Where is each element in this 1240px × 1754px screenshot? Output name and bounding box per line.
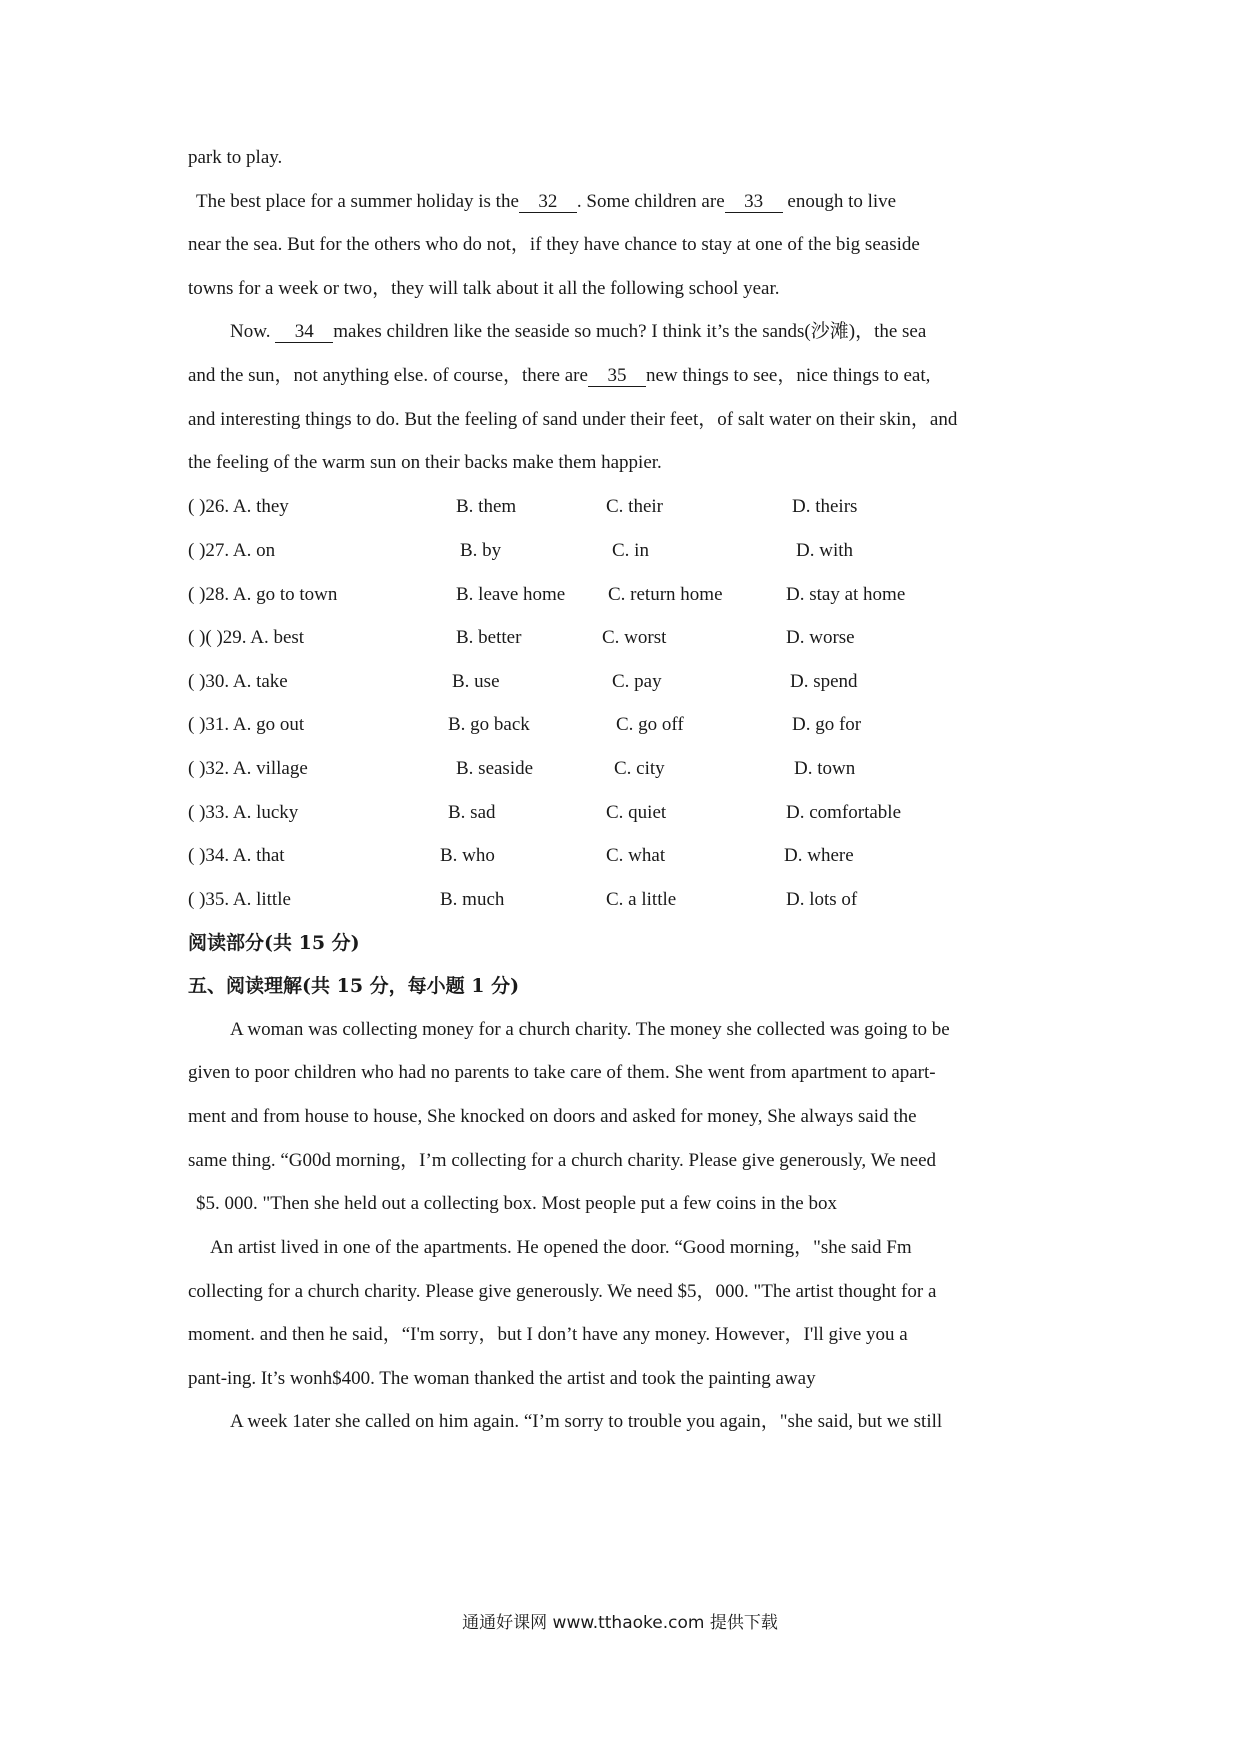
option-d: D. comfortable	[786, 802, 902, 823]
passage1-line: the feeling of the warm sun on their backs make them happier.	[188, 452, 662, 473]
option-d: D. go for	[792, 714, 862, 735]
option-c: C. in	[612, 540, 649, 561]
option-d: D. stay at home	[786, 584, 906, 605]
question-row-29	[188, 626, 1088, 650]
question-row-32	[188, 757, 1088, 781]
question-number: ( )35. A. little	[188, 889, 291, 910]
blank-33[interactable]: 33	[725, 192, 783, 213]
option-b: B. go back	[448, 714, 530, 735]
section-heading-reading: 阅读部分(共 15 分)	[188, 932, 360, 954]
question-row-31	[188, 713, 1088, 737]
option-c: C. pay	[612, 671, 662, 692]
question-number: ( )32. A. village	[188, 758, 308, 779]
passage2-line: A woman was collecting money for a church charity. The money she collected was going to be	[230, 1019, 950, 1040]
passage1-text: and the sun，not anything else. of course，there are	[188, 365, 588, 386]
question-number: ( )33. A. lucky	[188, 802, 299, 823]
question-row-34	[188, 844, 1088, 868]
passage2-line: An artist lived in one of the apartments. He opened the door. “Good morning，"she said Fm	[210, 1237, 912, 1258]
option-d: D. with	[796, 540, 853, 561]
option-b: B. them	[456, 496, 517, 517]
blank-34[interactable]: 34	[275, 322, 333, 343]
passage2-line: collecting for a church charity. Please give generously. We need $5，000. "The artist thought for a	[188, 1281, 937, 1302]
option-d: D. where	[784, 845, 854, 866]
option-b: B. who	[440, 845, 495, 866]
option-c: C. city	[614, 758, 665, 779]
option-b: B. seaside	[456, 758, 534, 779]
passage1-line: park to play.	[188, 147, 283, 168]
blank-32[interactable]: 32	[519, 192, 577, 213]
option-b: B. leave home	[456, 584, 566, 605]
passage2-line: ment and from house to house, She knocked on doors and asked for money, She always said the	[188, 1106, 917, 1127]
passage2-line: given to poor children who had no parents to take care of them. She went from apartment to apart-	[188, 1062, 936, 1083]
passage1-line	[188, 364, 1088, 388]
page-footer: 通通好课网 www.tthaoke.com 提供下载	[462, 1613, 778, 1633]
passage1-line: and interesting things to do. But the feeling of sand under their feet，of salt water on their skin，and	[188, 409, 958, 430]
question-number: ( )34. A. that	[188, 845, 285, 866]
passage2-line: moment. and then he said，“I'm sorry，but I don’t have any money. However，I'll give you a	[188, 1324, 908, 1345]
option-c: C. worst	[602, 627, 667, 648]
option-d: D. worse	[786, 627, 855, 648]
option-c: C. what	[606, 845, 666, 866]
question-row-27	[188, 539, 1088, 563]
option-c: C. return home	[608, 584, 723, 605]
option-b: B. better	[456, 627, 522, 648]
option-c: C. their	[606, 496, 663, 517]
option-c: C. quiet	[606, 802, 667, 823]
passage1-text: . Some children are	[576, 191, 725, 212]
passage2-line: $5. 000. "Then she held out a collecting box. Most people put a few coins in the box	[196, 1193, 837, 1214]
passage1-line: towns for a week or two，they will talk about it all the following school year.	[188, 278, 780, 299]
question-row-26	[188, 495, 1088, 519]
question-number: ( )31. A. go out	[188, 714, 305, 735]
option-c: C. go off	[616, 714, 684, 735]
section-heading-reading-comprehension: 五、阅读理解(共 15 分，每小题 1 分)	[188, 975, 520, 997]
option-b: B. by	[460, 540, 502, 561]
option-d: D. spend	[790, 671, 858, 692]
option-b: B. use	[452, 671, 500, 692]
question-row-33	[188, 801, 1088, 825]
passage1-text: makes children like the seaside so much? I think it’s the sands(沙滩)，the sea	[333, 321, 927, 342]
option-c: C. a little	[606, 889, 677, 910]
question-row-30	[188, 670, 1088, 694]
question-row-28	[188, 583, 1088, 607]
passage2-line: same thing. “G00d morning，I’m collecting for a church charity. Please give generously, We need	[188, 1150, 937, 1171]
question-number: ( )( )29. A. best	[188, 627, 305, 648]
passage1-text: new things to see，nice things to eat,	[645, 365, 931, 386]
question-number: ( )30. A. take	[188, 671, 288, 692]
passage2-line: pant-ing. It’s wonh$400. The woman thanked the artist and took the painting away	[188, 1368, 816, 1389]
passage1-text: Now.	[230, 321, 271, 342]
question-number: ( )26. A. they	[188, 496, 289, 517]
passage2-line: A week 1ater she called on him again. “I’m sorry to trouble you again，"she said, but we still	[230, 1411, 943, 1432]
question-row-35	[188, 888, 1088, 912]
passage1-line	[196, 190, 1096, 214]
passage1-text: The best place for a summer holiday is the	[196, 191, 519, 212]
passage1-text: enough to live	[787, 191, 897, 212]
passage1-line: near the sea. But for the others who do not，if they have chance to stay at one of the big seaside	[188, 234, 920, 255]
option-d: D. town	[794, 758, 856, 779]
option-b: B. much	[440, 889, 505, 910]
option-b: B. sad	[448, 802, 496, 823]
passage1-line	[230, 320, 1130, 344]
option-d: D. theirs	[792, 496, 858, 517]
question-number: ( )28. A. go to town	[188, 584, 338, 605]
question-number: ( )27. A. on	[188, 540, 276, 561]
option-d: D. lots of	[786, 889, 858, 910]
blank-35[interactable]: 35	[588, 366, 646, 387]
